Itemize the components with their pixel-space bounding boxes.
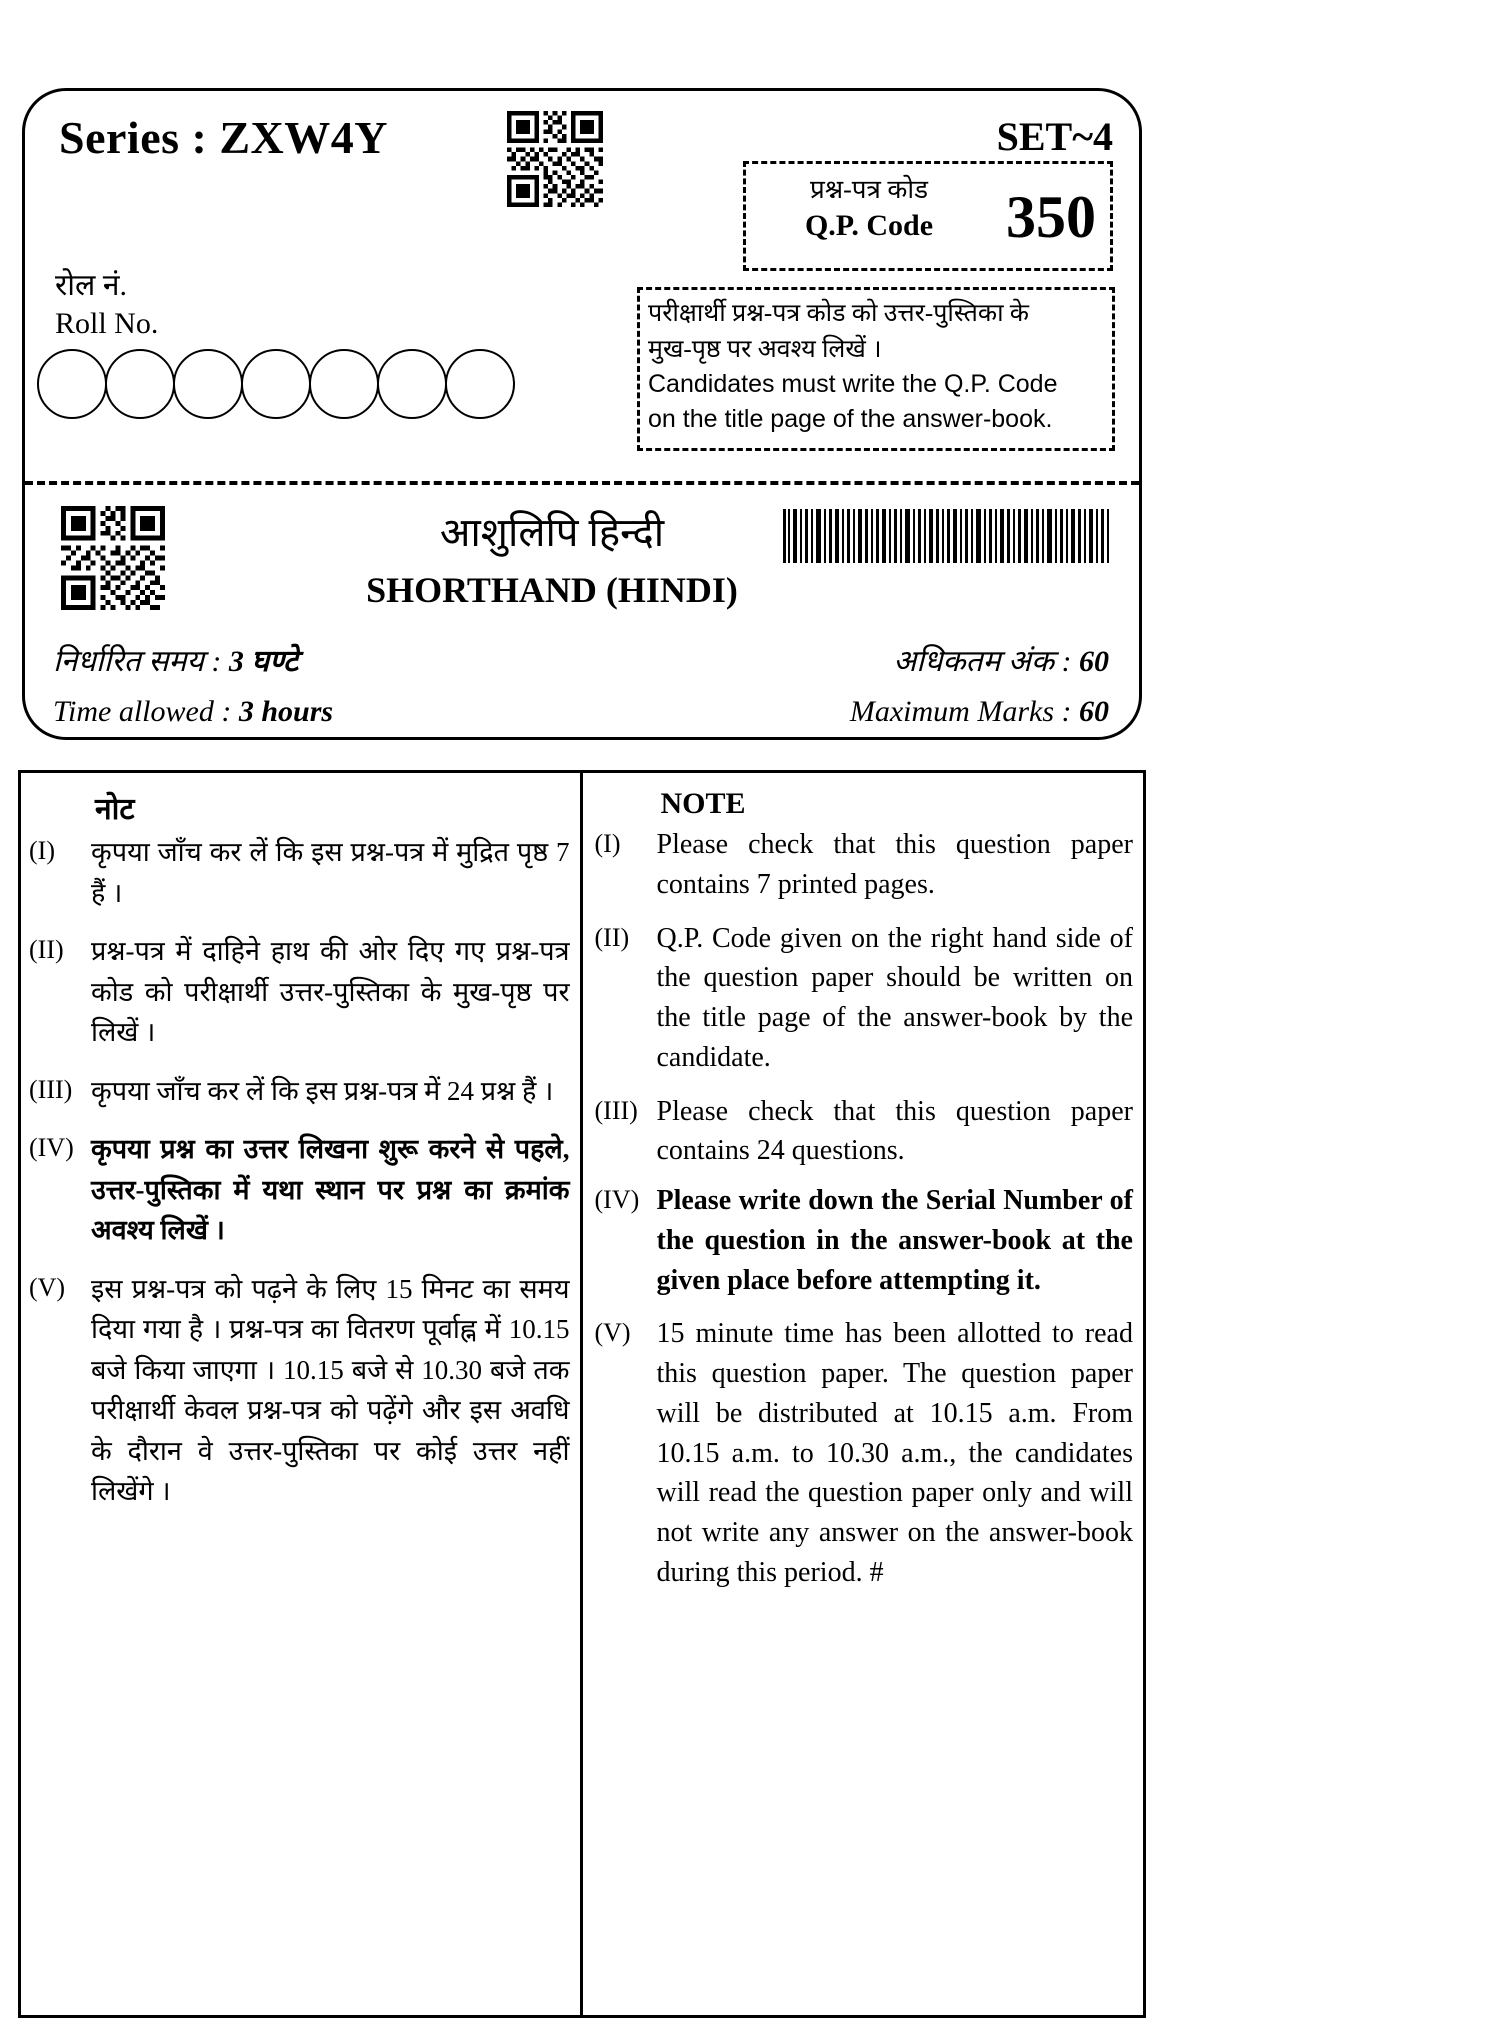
note-item-number: (III) (594, 1095, 638, 1125)
note-item-text: Q.P. Code given on the right hand side of the question paper should be written on the title page of the answer-book by the candidate. (656, 922, 1133, 1073)
time-allowed-en (53, 695, 333, 729)
subject-title-en: SHORTHAND (HINDI) (366, 570, 738, 610)
time-allowed-hi (53, 639, 298, 680)
note-item (595, 1181, 1134, 1300)
note-item-number: (V) (29, 1272, 66, 1302)
set-label: SET~4 (996, 114, 1113, 159)
time-allowed-en-value: 3 hours (238, 695, 334, 728)
roll-no-label (55, 267, 158, 344)
roll-no-input-circles[interactable] (37, 349, 513, 419)
candidate-instruction-box (637, 287, 1115, 451)
note-item-text: Please write down the Serial Number of the question in the answer-book at the given place before attempting it. (656, 1185, 1133, 1296)
note-item-text: Please check that this question paper contains 24 questions. (656, 1095, 1133, 1167)
note-column-hindi (21, 773, 583, 2015)
max-marks-en-prefix: Maximum Marks : (849, 695, 1079, 728)
roll-digit-circle[interactable] (37, 349, 107, 419)
max-marks-hi-value: 60 (1079, 645, 1109, 678)
note-item-number: (III) (29, 1074, 73, 1104)
note-item-text: प्रश्न-पत्र में दाहिने हाथ की ओर दिए गए प्रश्न-पत्र कोड को परीक्षार्थी उत्तर-पुस्तिका के मुख-पृष्ठ पर लिखें । (91, 936, 570, 1047)
note-item (595, 919, 1134, 1078)
max-marks-hi (893, 639, 1109, 680)
note-item (29, 1071, 570, 1112)
note-heading-hi: नोट (95, 793, 135, 826)
series-label: Series : ZXW4Y (59, 112, 388, 163)
max-marks-en-value: 60 (1079, 695, 1109, 728)
header-card (22, 88, 1142, 740)
qr-code-icon (507, 111, 603, 207)
time-marks-row-hi (53, 639, 1109, 680)
note-item (29, 1269, 570, 1512)
note-item-text: Please check that this question paper contains 7 printed pages. (656, 829, 1133, 900)
note-column-english (583, 773, 1144, 2015)
note-table (18, 770, 1146, 2018)
note-item-text: इस प्रश्न-पत्र को पढ़ने के लिए 15 मिनट का समय दिया गया है । प्रश्न-पत्र का वितरण पूर्वाह्न में 10.15 बजे किया जाएगा । 10.15 बजे से 10.30 बजे तक परीक्षार्थी केवल प्रश्न-पत्र को पढ़ेंगे और इस अवधि के दौरान वे उत्तर-पुस्तिका पर कोई उत्तर नहीं लिखेंगे । (91, 1273, 570, 1506)
time-allowed-hi-prefix: निर्धारित समय : (53, 645, 229, 678)
note-item (595, 1314, 1134, 1592)
qp-code-labels (774, 172, 964, 245)
max-marks-hi-prefix: अधिकतम अंक : (893, 645, 1079, 678)
barcode-icon (781, 509, 1111, 563)
roll-digit-circle[interactable] (309, 349, 379, 419)
candidate-instruction-en-line-1: Candidates must write the Q.P. Code (648, 370, 1058, 398)
roll-digit-circle[interactable] (105, 349, 175, 419)
note-item-text: कृपया जाँच कर लें कि इस प्रश्न-पत्र में 24 प्रश्न हैं । (91, 1075, 554, 1106)
note-item (29, 1129, 570, 1251)
qp-code-label-hi: प्रश्न-पत्र कोड (809, 175, 929, 204)
note-item (29, 931, 570, 1053)
candidate-instruction-hi-line-2: मुख-पृष्ठ पर अवश्य लिखें । (648, 335, 882, 363)
qp-code-value: 350 (1006, 184, 1096, 250)
note-item-number: (I) (29, 836, 55, 865)
roll-digit-circle[interactable] (241, 349, 311, 419)
qp-code-box (743, 161, 1113, 271)
note-heading-en: NOTE (660, 787, 746, 820)
time-allowed-hi-value: 3 घण्टे (228, 645, 299, 678)
qp-code-label-en: Q.P. Code (804, 209, 934, 243)
note-item-number: (V) (594, 1318, 631, 1348)
time-allowed-en-prefix: Time allowed : (53, 695, 239, 728)
roll-no-label-hi: रोल नं. (55, 269, 128, 302)
note-item-number: (II) (594, 922, 630, 952)
note-item-number: (IV) (29, 1133, 74, 1162)
note-item-text: कृपया प्रश्न का उत्तर लिखना शुरू करने से पहले, उत्तर-पुस्तिका में यथा स्थान पर प्रश्न का क्रमांक अवश्य लिखें । (91, 1134, 570, 1245)
note-item (29, 832, 570, 913)
subject-title-hi: आशुलिपि हिन्दी (439, 510, 665, 555)
roll-no-label-en: Roll No. (55, 307, 159, 341)
candidate-instruction-hi-line-1: परीक्षार्थी प्रश्न-पत्र कोड को उत्तर-पुस्तिका के (648, 300, 1030, 327)
roll-digit-circle[interactable] (377, 349, 447, 419)
note-item-number: (II) (29, 935, 64, 964)
note-item-number: (I) (594, 829, 621, 858)
note-item-text: 15 minute time has been allotted to read this question paper. The question paper will be distributed at 10.15 a.m. From 10.15 a.m. to 10.30 a.m., the candidates will read the question paper only and will not write any answer on the answer-book during this period. # (656, 1318, 1133, 1588)
note-item-number: (IV) (594, 1185, 640, 1214)
note-item-text: कृपया जाँच कर लें कि इस प्रश्न-पत्र में मुद्रित पृष्ठ 7 हैं । (91, 837, 570, 908)
card-divider (25, 481, 1139, 485)
roll-digit-circle[interactable] (445, 349, 515, 419)
note-item (595, 1092, 1134, 1172)
candidate-instruction-en-line-2: on the title page of the answer-book. (648, 404, 1053, 433)
roll-digit-circle[interactable] (173, 349, 243, 419)
note-item (595, 825, 1134, 905)
time-marks-row-en (53, 695, 1109, 729)
max-marks-en (850, 695, 1109, 729)
